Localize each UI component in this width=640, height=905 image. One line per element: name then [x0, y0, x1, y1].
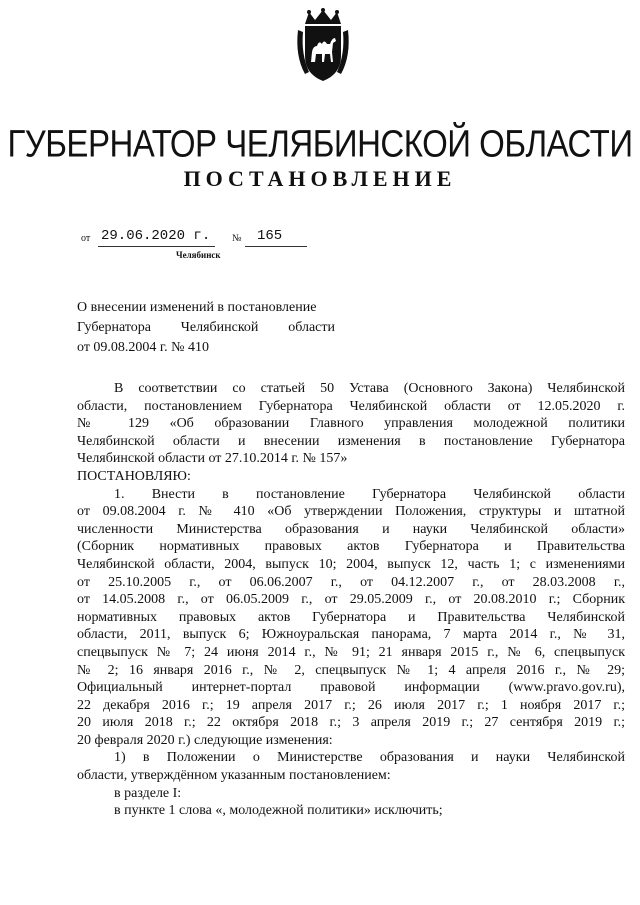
body-line: в разделе I: — [114, 785, 182, 801]
number-prefix: № — [232, 233, 242, 244]
subject-word: Челябинской — [180, 320, 259, 335]
body-line: № 129 «Об образовании Главного управления молодежной политики — [77, 416, 625, 432]
document-date: 29.06.2020 г. — [101, 228, 211, 244]
body-line: от 25.10.2005 г., от 06.06.2007 г., от 04.12.2007 г., от 28.03.2008 г., — [77, 574, 625, 590]
body-line: от 09.08.2004 г. № 410 «Об утверждении Положения, структуры и штатной — [77, 504, 625, 520]
city-label: Челябинск — [176, 250, 221, 260]
body-line: (Сборник нормативных правовых актов Губернатора и Правительства — [77, 539, 625, 555]
subject-line — [77, 318, 335, 338]
subject-line: О внесении изменений в постановление — [77, 300, 317, 315]
body-line: Челябинской области, 2004, выпуск 10; 2004, выпуск 12, часть 1; с изменениями — [77, 556, 625, 572]
subject-line: от 09.08.2004 г. № 410 — [77, 340, 209, 355]
document-number: 165 — [257, 228, 283, 244]
body-line: в пункте 1 слова «, молодежной политики» исключить; — [114, 803, 443, 819]
body-line: области, 2011, выпуск 6; Южноуральская панорама, 7 марта 2014 г., № 31, — [77, 627, 625, 643]
chelyabinsk-coat-of-arms-icon — [295, 8, 351, 84]
body-line: Официальный интернет-портал правовой информации (www.pravo.gov.ru), — [77, 680, 625, 696]
subject-word: области — [288, 320, 335, 335]
issuer-title: ГУБЕРНАТОР ЧЕЛЯБИНСКОЙ ОБЛАСТИ — [7, 122, 633, 165]
body-line: 22 декабря 2016 г.; 19 апреля 2017 г.; 26 июля 2017 г.; 1 ноября 2017 г.; — [77, 697, 625, 713]
body-line: Челябинской области и внесении изменения в постановление Губернатора — [77, 433, 625, 449]
date-prefix: от — [81, 233, 91, 244]
document-body — [77, 380, 625, 820]
body-line: 20 июля 2018 г.; 22 октября 2018 г.; 3 апреля 2019 г.; 27 сентября 2019 г.; — [77, 715, 625, 731]
body-line: области, утверждённом указанным постановлением: — [77, 768, 391, 784]
body-line: Челябинской области от 27.10.2014 г. № 157» — [77, 451, 348, 467]
subject-word: Губернатора — [77, 320, 152, 335]
body-line: № 2; 16 января 2016 г., № 2, спецвыпуск № 1; 4 апреля 2016 г., № 29; — [77, 662, 625, 678]
body-line: В соответствии со статьей 50 Устава (Основного Закона) Челябинской — [114, 381, 625, 396]
body-line: от 14.05.2008 г., от 06.05.2009 г., от 29.05.2009 г., от 20.08.2010 г.; Сборник — [77, 592, 625, 608]
body-line: 20 февраля 2020 г.) следующие изменения: — [77, 732, 333, 748]
resolve-heading: ПОСТАНОВЛЯЮ: — [77, 468, 191, 484]
document-subject — [77, 298, 335, 358]
document-type: ПОСТАНОВЛЕНИЕ — [183, 166, 457, 191]
body-line: спецвыпуск № 7; 24 июня 2014 г., № 91; 21 января 2015 г., № 6, спецвыпуск — [77, 644, 625, 660]
body-line: нормативных правовых актов Губернатора и Правительства Челябинской — [77, 609, 625, 625]
body-line: 1) в Положении о Министерстве образования и науки Челябинской — [114, 750, 625, 766]
date-underline — [98, 246, 215, 247]
body-line: области, постановлением Губернатора Челябинской области от 12.05.2020 г. — [77, 398, 625, 414]
number-underline — [245, 246, 307, 247]
body-line: численности Министерства образования и науки Челябинской области» — [77, 521, 625, 537]
body-line: 1. Внести в постановление Губернатора Челябинской области — [114, 486, 625, 502]
